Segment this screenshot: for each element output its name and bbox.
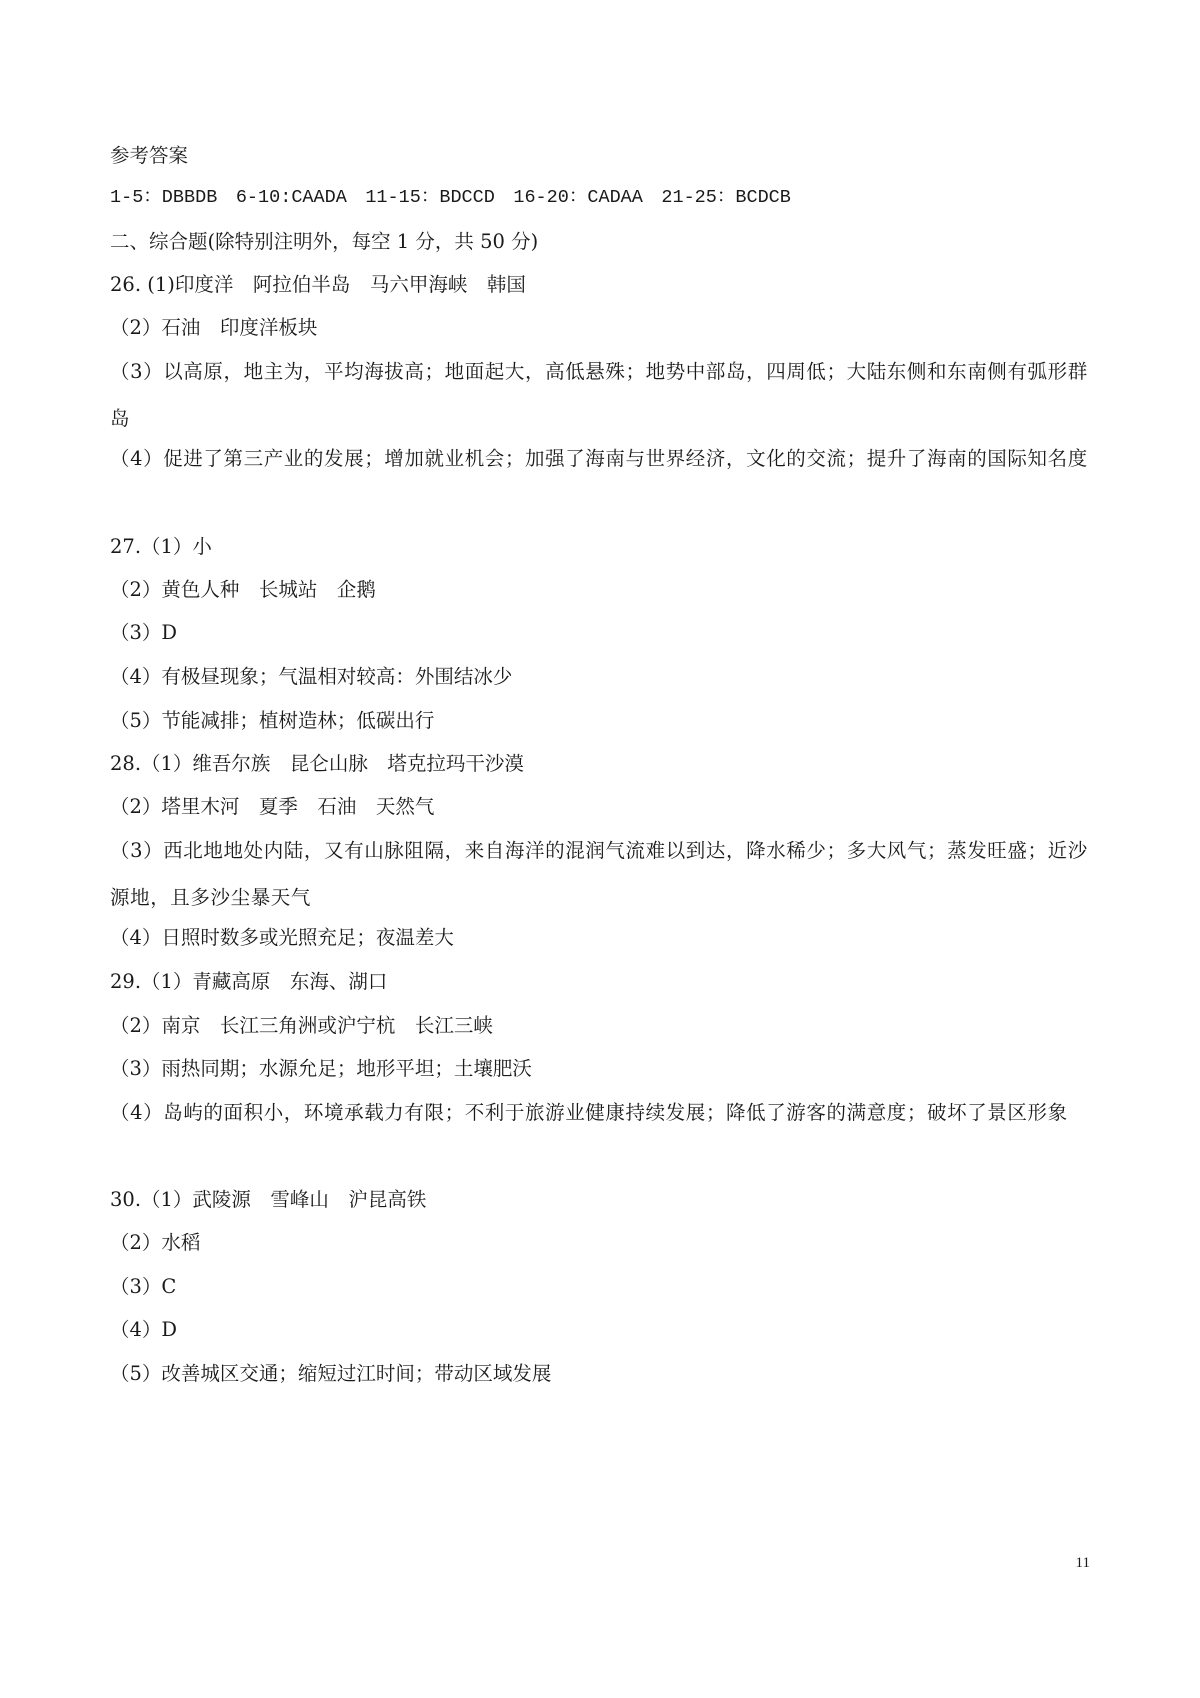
answer-line: （4）有极昼现象；气温相对较高：外围结冰少 bbox=[110, 665, 513, 688]
answer-line: （4）岛屿的面积小，环境承载力有限；不利于旅游业健康持续发展；降低了游客的满意度；破坏了景区形象 bbox=[110, 1101, 1068, 1124]
answer-line: （2）水稻 bbox=[110, 1231, 201, 1254]
answer-line: 30.（1）武陵源 雪峰山 沪昆高铁 bbox=[110, 1188, 427, 1211]
answer-line: （3）D bbox=[110, 621, 178, 644]
answer-line: 29.（1）青藏高原 东海、湖口 bbox=[110, 970, 388, 993]
answer-line: （2）石油 印度洋板块 bbox=[110, 316, 318, 339]
page-number: 11 bbox=[1075, 1555, 1090, 1571]
answer-line: （4）促进了第三产业的发展；增加就业机会；加强了海南与世界经济，文化的交流；提升了海南的国际知名度 bbox=[110, 447, 1088, 470]
answer-line: （2）塔里木河 夏季 石油 天然气 bbox=[110, 795, 435, 818]
answer-line: 26. (1)印度洋 阿拉伯半岛 马六甲海峡 韩国 bbox=[110, 273, 526, 296]
answer-line: 27.（1）小 bbox=[110, 535, 212, 558]
answer-line: 28.（1）维吾尔族 昆仑山脉 塔克拉玛干沙漠 bbox=[110, 752, 524, 775]
answer-line: （3）C bbox=[110, 1275, 177, 1298]
answer-line: （2）黄色人种 长城站 企鹅 bbox=[110, 578, 376, 601]
answer-line: （2）南京 长江三角洲或沪宁杭 长江三峡 bbox=[110, 1014, 493, 1037]
answer-line: （3）西北地地处内陆，又有山脉阻隔，来自海洋的混润气流难以到达，降水稀少；多大风气；蒸发旺盛；近沙源地，且多沙尘暴天气 bbox=[110, 839, 1088, 909]
answer-line: （3）雨热同期；水源允足；地形平坦；土壤肥沃 bbox=[110, 1057, 532, 1080]
answer-line: （3）以高原，地主为，平均海拔高；地面起大，高低悬殊；地势中部岛，四周低；大陆东侧和东南侧有弧形群岛 bbox=[110, 360, 1088, 430]
answer-line: （5）节能减排；植树造林；低碳出行 bbox=[110, 709, 435, 732]
answer-line: （4）D bbox=[110, 1318, 178, 1341]
answer-line: （5）改善城区交通；缩短过江时间；带动区域发展 bbox=[110, 1362, 552, 1385]
answer-heading: 参考答案 bbox=[110, 144, 189, 167]
answer-line: （4）日照时数多或光照充足；夜温差大 bbox=[110, 926, 454, 949]
section-title: 二、综合题(除特别注明外，每空 1 分，共 50 分) bbox=[110, 230, 539, 253]
multiple-choice-answers: 1-5：DBBDB 6-10:CAADA 11-15：BDCCD 16-20：CADAA 21-25：BCDCB bbox=[110, 187, 791, 208]
